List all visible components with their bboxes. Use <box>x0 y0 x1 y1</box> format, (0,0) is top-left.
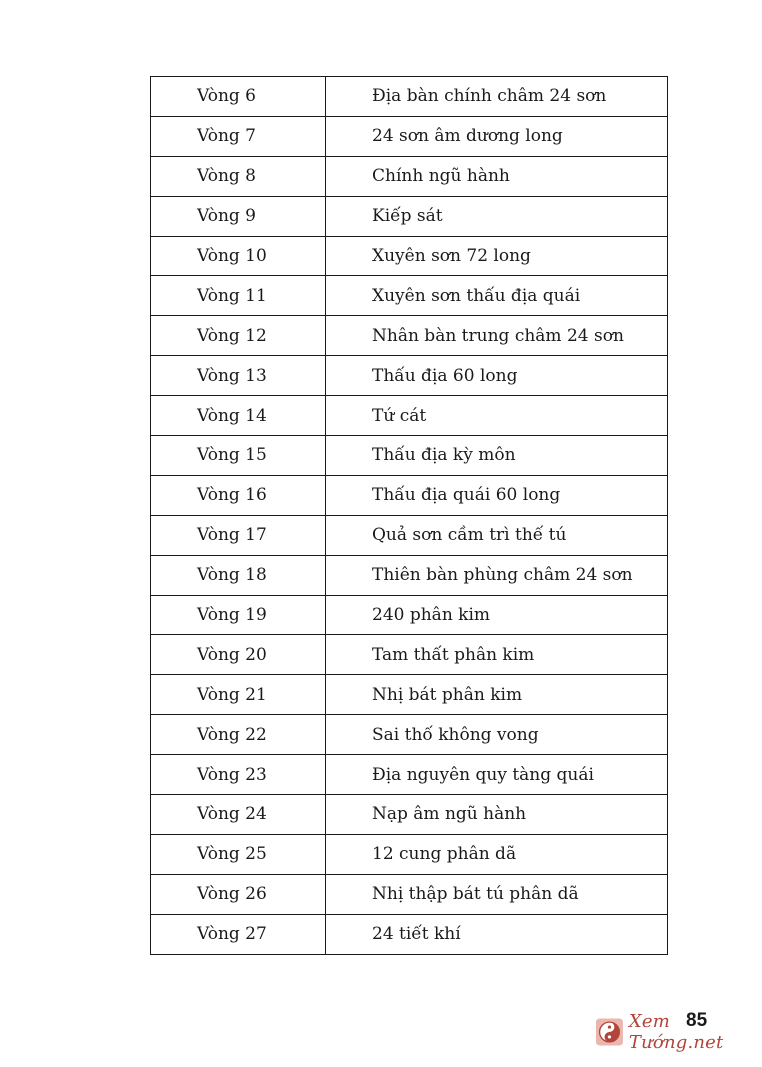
table-row <box>151 116 668 156</box>
ring-description-cell: Kiếp sát <box>326 196 668 236</box>
table-row <box>151 595 668 635</box>
ring-number-cell: Vòng 17 <box>151 515 326 555</box>
table-row <box>151 555 668 595</box>
ring-number-cell: Vòng 18 <box>151 555 326 595</box>
rings-table-body <box>151 77 668 955</box>
table-row <box>151 914 668 954</box>
table-row <box>151 396 668 436</box>
table-row <box>151 675 668 715</box>
table-row <box>151 356 668 396</box>
ring-number-cell: Vòng 24 <box>151 795 326 835</box>
ring-number-cell: Vòng 9 <box>151 196 326 236</box>
table-row <box>151 436 668 476</box>
ring-number-cell: Vòng 16 <box>151 475 326 515</box>
ring-number-cell: Vòng 21 <box>151 675 326 715</box>
ring-description-cell: Thấu địa kỳ môn <box>326 436 668 476</box>
ring-description-cell: 24 tiết khí <box>326 914 668 954</box>
table-row <box>151 475 668 515</box>
table-row <box>151 834 668 874</box>
ring-description-cell: Xuyên sơn 72 long <box>326 236 668 276</box>
ring-description-cell: Sai thố không vong <box>326 715 668 755</box>
ring-description-cell: Thấu địa quái 60 long <box>326 475 668 515</box>
table-row <box>151 715 668 755</box>
ring-description-cell: Tứ cát <box>326 396 668 436</box>
ring-number-cell: Vòng 15 <box>151 436 326 476</box>
rings-table <box>150 76 668 955</box>
table-row <box>151 77 668 117</box>
table-row <box>151 156 668 196</box>
table-row <box>151 755 668 795</box>
ring-description-cell: Xuyên sơn thấu địa quái <box>326 276 668 316</box>
ring-description-cell: Quả sơn cầm trì thế tú <box>326 515 668 555</box>
table-row <box>151 635 668 675</box>
ring-description-cell: 24 sơn âm dương long <box>326 116 668 156</box>
table-row <box>151 316 668 356</box>
table-row <box>151 515 668 555</box>
table-row <box>151 795 668 835</box>
ring-number-cell: Vòng 23 <box>151 755 326 795</box>
ring-description-cell: Tam thất phân kim <box>326 635 668 675</box>
ring-number-cell: Vòng 14 <box>151 396 326 436</box>
table-row <box>151 236 668 276</box>
ring-number-cell: Vòng 26 <box>151 874 326 914</box>
ring-number-cell: Vòng 19 <box>151 595 326 635</box>
ring-description-cell: Địa bàn chính châm 24 sơn <box>326 77 668 117</box>
ring-number-cell: Vòng 11 <box>151 276 326 316</box>
ring-description-cell: Thiên bàn phùng châm 24 sơn <box>326 555 668 595</box>
table-row <box>151 874 668 914</box>
ring-description-cell: Thấu địa 60 long <box>326 356 668 396</box>
ring-number-cell: Vòng 25 <box>151 834 326 874</box>
ring-description-cell: Nhân bàn trung châm 24 sơn <box>326 316 668 356</box>
ring-number-cell: Vòng 20 <box>151 635 326 675</box>
ring-number-cell: Vòng 6 <box>151 77 326 117</box>
ring-number-cell: Vòng 8 <box>151 156 326 196</box>
table-row <box>151 196 668 236</box>
ring-description-cell: Địa nguyên quy tàng quái <box>326 755 668 795</box>
ring-description-cell: Nhị bát phân kim <box>326 675 668 715</box>
ring-number-cell: Vòng 27 <box>151 914 326 954</box>
ring-description-cell: Chính ngũ hành <box>326 156 668 196</box>
ring-description-cell: Nhị thập bát tú phân dã <box>326 874 668 914</box>
ring-description-cell: Nạp âm ngũ hành <box>326 795 668 835</box>
ring-description-cell: 240 phân kim <box>326 595 668 635</box>
ring-description-cell: 12 cung phân dã <box>326 834 668 874</box>
ring-number-cell: Vòng 10 <box>151 236 326 276</box>
ring-number-cell: Vòng 13 <box>151 356 326 396</box>
table-row <box>151 276 668 316</box>
watermark-logo <box>596 1011 756 1053</box>
ring-number-cell: Vòng 12 <box>151 316 326 356</box>
watermark-text: Xem Tướng.net <box>628 1011 724 1053</box>
yin-yang-icon <box>596 1017 623 1047</box>
page-number: 85 <box>686 1010 708 1031</box>
ring-number-cell: Vòng 22 <box>151 715 326 755</box>
ring-number-cell: Vòng 7 <box>151 116 326 156</box>
